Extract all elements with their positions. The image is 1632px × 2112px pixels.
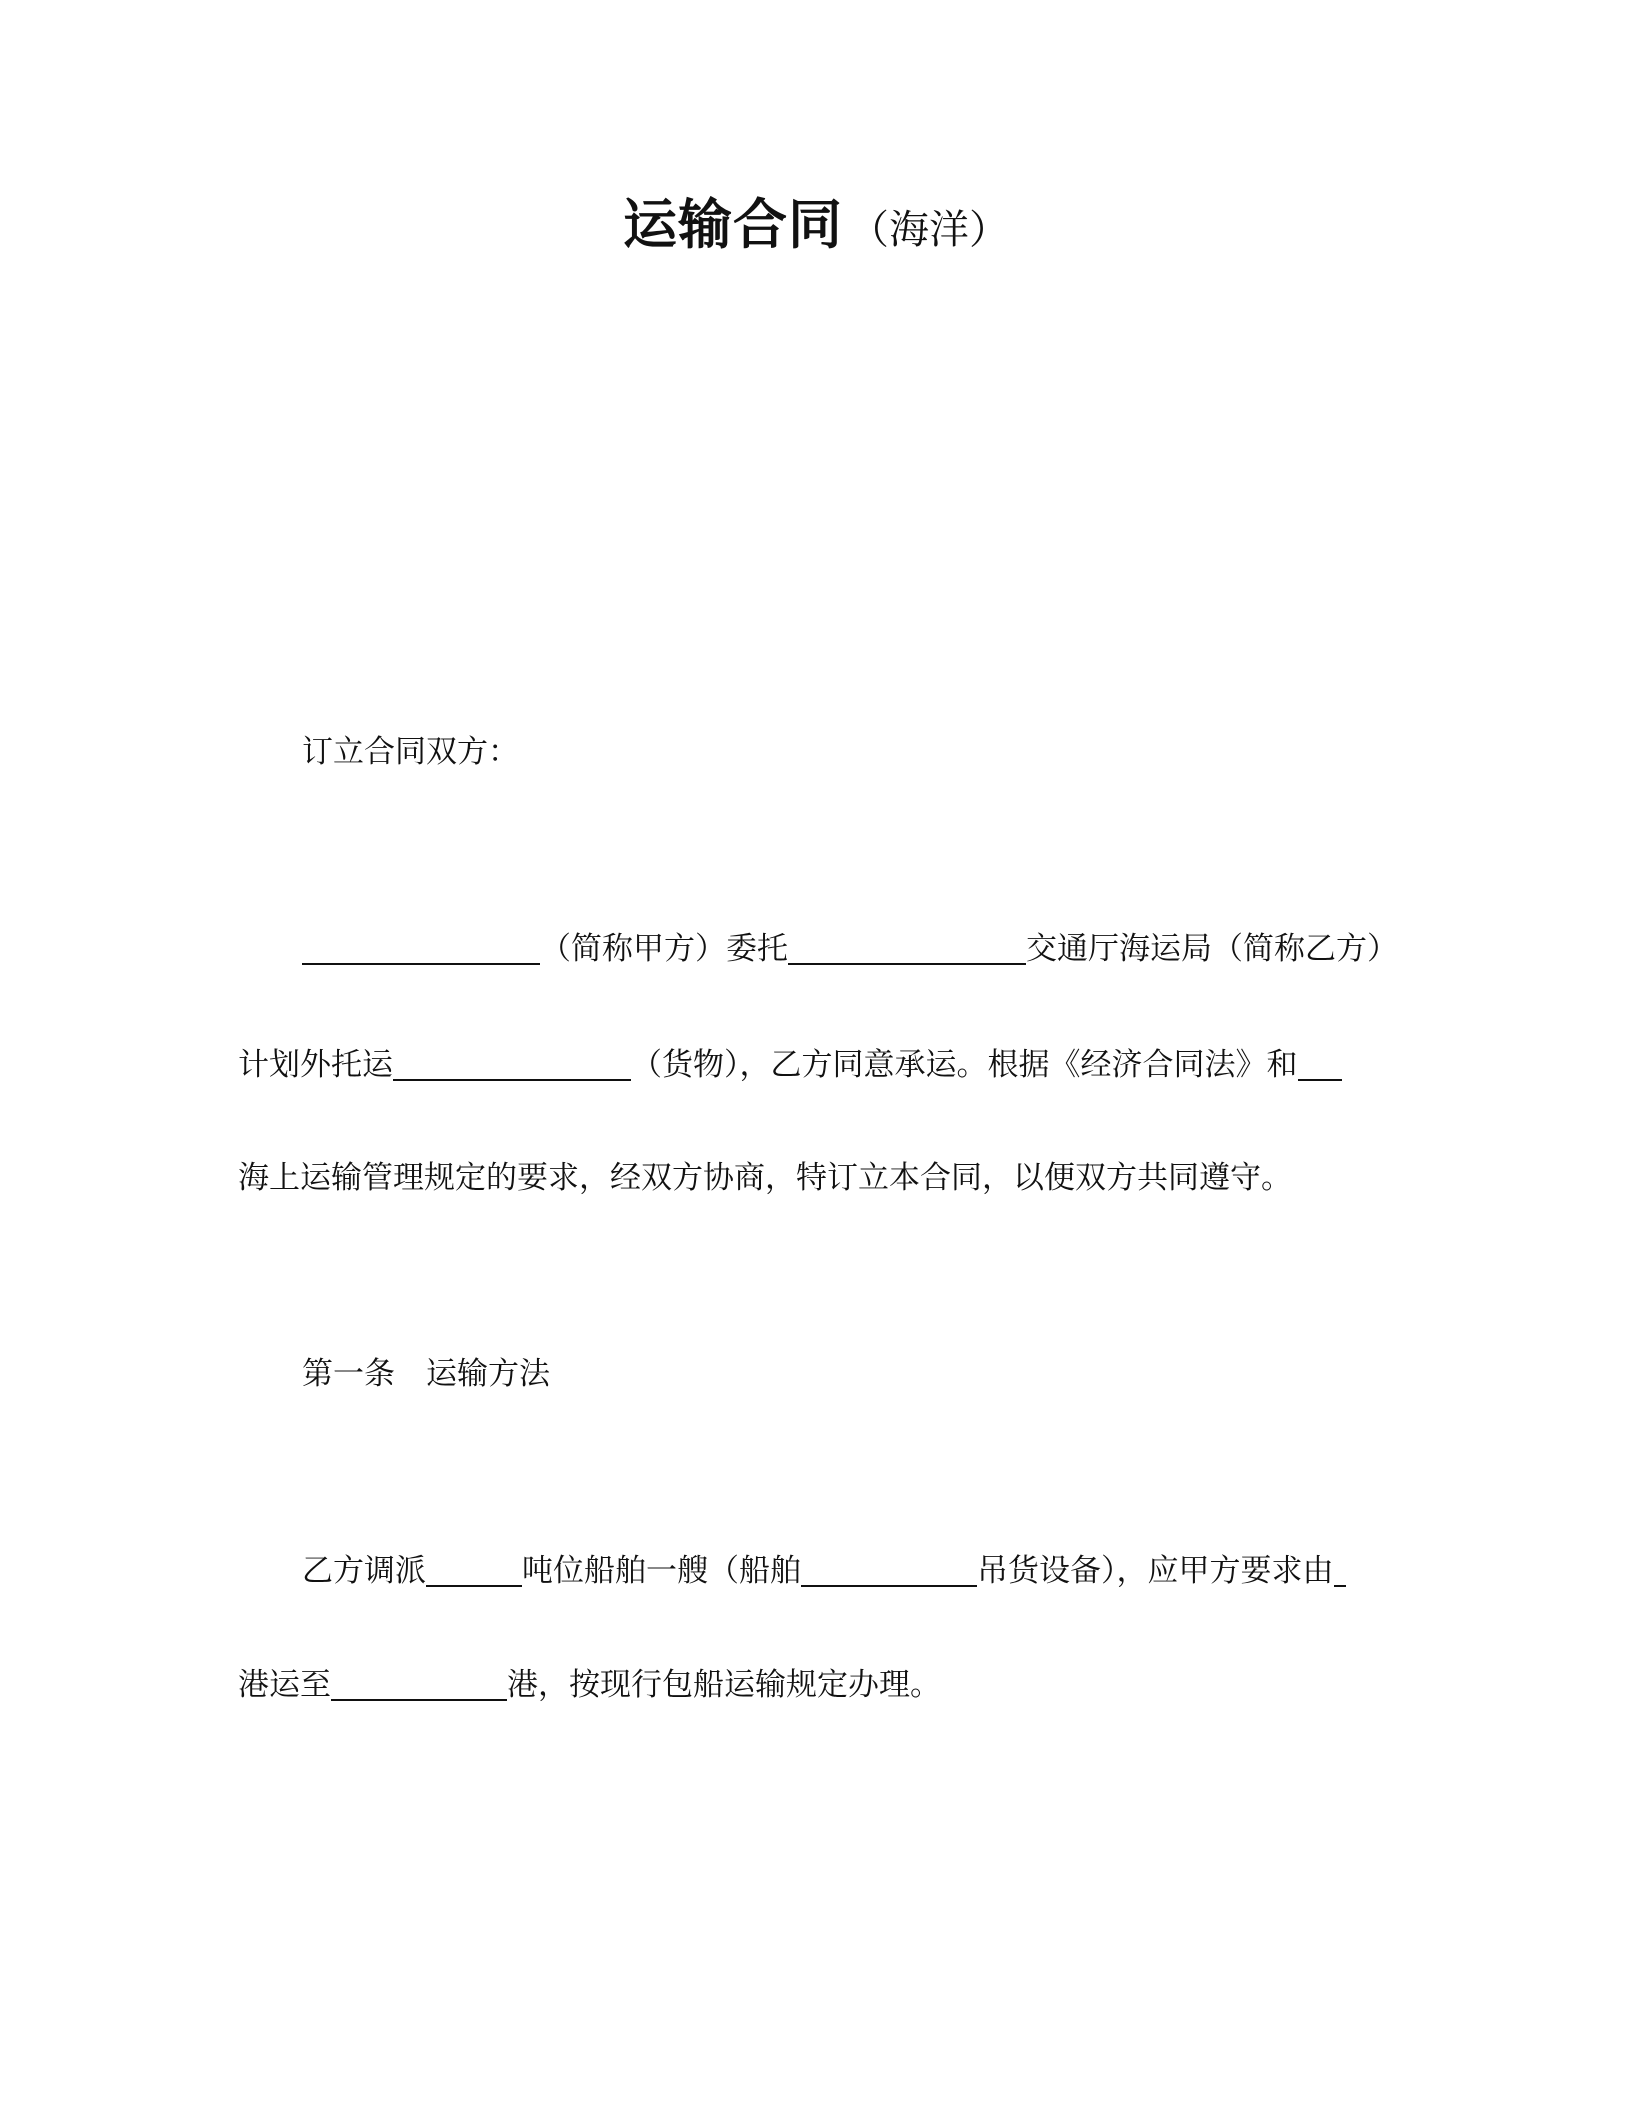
p1-text-a: （简称甲方）委托	[540, 931, 788, 967]
paragraph-4	[302, 1555, 1346, 1587]
blank-lifting-equipment	[801, 1555, 977, 1587]
p4-text-a: 乙方调派	[302, 1553, 426, 1589]
p4-text-b: 吨位船舶一艘（船舶	[522, 1553, 801, 1589]
p2-text-b: （货物），乙方同意承运。根据《经济合同法》和	[631, 1047, 1298, 1083]
p5-text-a: 港运至	[238, 1667, 331, 1703]
p2-text-a: 计划外托运	[238, 1047, 393, 1083]
blank-party-a	[302, 933, 540, 965]
blank-tonnage	[426, 1555, 522, 1587]
paragraph-3: 海上运输管理规定的要求，经双方协商，特订立本合同，以便双方共同遵守。	[238, 1160, 1292, 1196]
parties-heading: 订立合同双方：	[302, 734, 519, 770]
p1-text-b: 交通厅海运局（简称乙方）	[1026, 931, 1398, 967]
article-1-heading: 第一条 运输方法	[302, 1356, 550, 1392]
paragraph-1	[302, 933, 1398, 965]
title-subtitle: （海洋）	[849, 207, 1009, 253]
document-title	[0, 193, 1632, 256]
title-main: 运输合同	[623, 193, 843, 256]
blank-goods	[393, 1049, 631, 1081]
blank-party-b-region	[788, 933, 1026, 965]
blank-origin-port	[1334, 1555, 1346, 1587]
p5-text-b: 港，按现行包船运输规定办理。	[507, 1667, 941, 1703]
paragraph-2	[238, 1049, 1342, 1081]
blank-destination-port	[331, 1669, 507, 1701]
blank-regulation	[1298, 1049, 1342, 1081]
p4-text-c: 吊货设备），应甲方要求由	[977, 1553, 1334, 1589]
paragraph-5	[238, 1669, 941, 1701]
